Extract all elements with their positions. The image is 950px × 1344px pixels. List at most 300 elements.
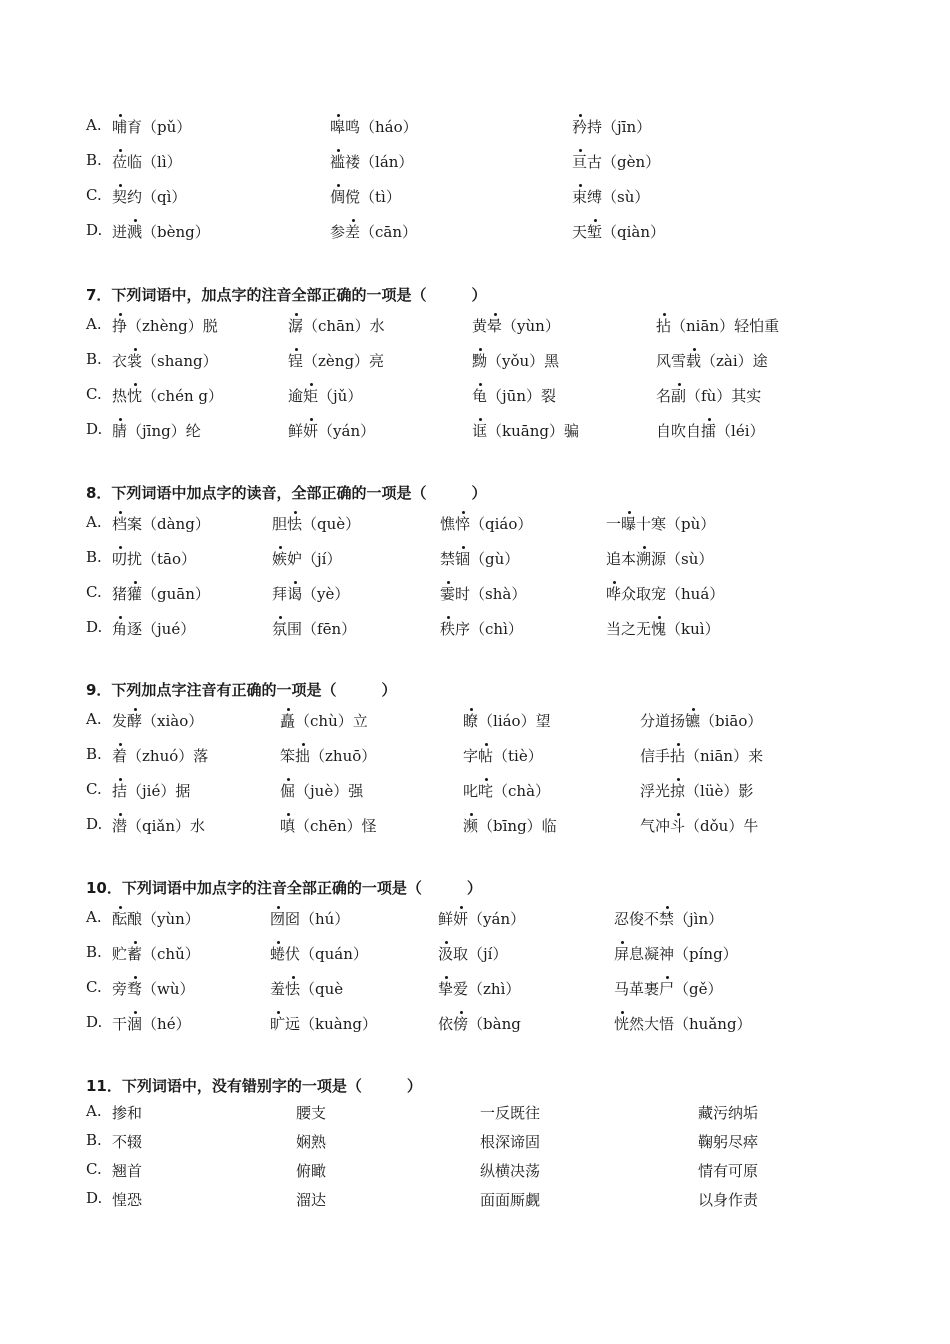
dotted-character: 屏 xyxy=(614,945,630,963)
option-term xyxy=(112,221,210,242)
term-suffix: （guān） xyxy=(142,585,210,603)
term-suffix: 时（shà） xyxy=(455,585,527,603)
term-suffix: 案（dàng） xyxy=(127,515,210,533)
option-term xyxy=(112,583,210,604)
option-label: D. xyxy=(86,420,103,438)
term-suffix: 藏污纳垢 xyxy=(698,1104,759,1122)
term-suffix: 妒（jí） xyxy=(287,550,342,568)
term-suffix: 育（pǔ） xyxy=(127,118,192,136)
option-term xyxy=(480,1131,540,1152)
option-term xyxy=(288,385,362,406)
option-row xyxy=(86,108,886,143)
term-prefix: 气冲 xyxy=(640,817,671,835)
dotted-character: 妍 xyxy=(303,422,319,440)
dotted-character: 锃 xyxy=(288,352,304,370)
term-suffix: （chǔ） xyxy=(142,945,200,963)
term-suffix: （zèng）亮 xyxy=(303,352,385,370)
dotted-character: 谒 xyxy=(287,585,303,603)
option-row xyxy=(86,505,886,540)
term-suffix: （yè） xyxy=(302,585,350,603)
dotted-character: 傍 xyxy=(453,1015,469,1033)
option-row xyxy=(86,377,886,412)
dotted-character: 差 xyxy=(345,223,361,241)
option-term xyxy=(438,1013,521,1034)
option-row xyxy=(86,935,886,970)
option-row xyxy=(86,1185,886,1214)
dotted-character: 矗 xyxy=(280,712,296,730)
dotted-character: 囫 xyxy=(270,910,286,928)
option-term xyxy=(463,710,551,731)
term-suffix: （léi） xyxy=(716,422,765,440)
option-label: C. xyxy=(86,385,102,403)
term-prefix: 依 xyxy=(438,1015,454,1033)
option-term xyxy=(112,1013,191,1034)
option-row xyxy=(86,1127,886,1156)
dotted-character: 愧 xyxy=(651,620,667,638)
term-suffix: 掺和 xyxy=(112,1104,143,1122)
option-term xyxy=(112,116,191,137)
option-term xyxy=(606,548,713,569)
option-row xyxy=(86,970,886,1005)
option-row xyxy=(86,772,886,807)
option-term xyxy=(606,618,720,639)
option-term xyxy=(296,1131,326,1152)
term-suffix: 扰（tāo） xyxy=(127,550,197,568)
term-suffix: （jié）据 xyxy=(127,782,191,800)
option-row xyxy=(86,1156,886,1185)
option-term xyxy=(614,978,723,999)
term-suffix: 鸣（háo） xyxy=(345,118,418,136)
option-term xyxy=(112,151,182,172)
option-term xyxy=(296,1189,326,1210)
term-suffix: （yán） xyxy=(468,910,526,928)
term-suffix: （niān）轻怕重 xyxy=(671,317,780,335)
term-suffix: （què xyxy=(300,980,344,998)
dotted-character: 尸 xyxy=(659,980,675,998)
option-row xyxy=(86,540,886,575)
question-block-3 xyxy=(86,678,886,842)
option-term xyxy=(270,978,343,999)
dotted-character: 瞭 xyxy=(463,712,479,730)
option-label: B. xyxy=(86,548,102,566)
option-term xyxy=(572,186,649,207)
option-term xyxy=(296,1102,326,1123)
term-prefix: 鲜 xyxy=(438,910,454,928)
option-term xyxy=(472,350,559,371)
term-suffix: 俯瞰 xyxy=(296,1162,327,1180)
term-suffix: （kuāng）骗 xyxy=(487,422,579,440)
term-suffix: 褛（lán） xyxy=(345,153,414,171)
term-suffix: （gù） xyxy=(470,550,520,568)
option-row xyxy=(86,1005,886,1040)
term-prefix: 参 xyxy=(330,223,346,241)
dotted-character: 霎 xyxy=(440,585,456,603)
term-prefix: 当之无 xyxy=(606,620,652,638)
dotted-character: 裳 xyxy=(127,352,143,370)
dotted-character: 镳 xyxy=(685,712,701,730)
term-prefix: 字 xyxy=(463,747,479,765)
term-prefix: 猪 xyxy=(112,585,128,603)
dotted-character: 契 xyxy=(112,188,128,206)
option-term xyxy=(112,943,200,964)
term-suffix: 翘首 xyxy=(112,1162,143,1180)
option-label: C. xyxy=(86,1160,102,1178)
term-suffix: （yùn） xyxy=(502,317,560,335)
option-term xyxy=(572,221,665,242)
option-term xyxy=(614,1013,752,1034)
term-suffix: 一反既往 xyxy=(480,1104,541,1122)
term-suffix: （fù）其实 xyxy=(686,387,762,405)
option-term xyxy=(330,186,401,207)
dotted-character: 倜 xyxy=(330,188,346,206)
term-suffix: （bīng）临 xyxy=(478,817,557,835)
option-term xyxy=(296,1160,326,1181)
term-prefix: 迸 xyxy=(112,223,128,241)
term-suffix: 纵横决荡 xyxy=(480,1162,541,1180)
option-label: C. xyxy=(86,978,102,996)
dotted-character: 角 xyxy=(112,620,128,638)
option-label: B. xyxy=(86,151,102,169)
option-term xyxy=(572,151,660,172)
dotted-character: 龟 xyxy=(472,387,488,405)
option-term xyxy=(656,385,761,406)
term-suffix: 息凝神（píng） xyxy=(629,945,738,963)
option-term xyxy=(280,710,368,731)
term-suffix: 溜达 xyxy=(296,1191,327,1209)
option-term xyxy=(640,815,758,836)
option-term xyxy=(472,385,556,406)
option-term xyxy=(698,1189,758,1210)
option-term xyxy=(288,350,384,371)
option-label: D. xyxy=(86,1189,103,1207)
term-prefix: 逾 xyxy=(288,387,304,405)
term-suffix: （yǒu）黑 xyxy=(487,352,560,370)
dotted-character: 拮 xyxy=(112,782,128,800)
question-block-5 xyxy=(86,1074,886,1214)
dotted-character: 悴 xyxy=(455,515,471,533)
term-prefix: 忍俊不 xyxy=(614,910,660,928)
term-suffix: 众取宠（huá） xyxy=(621,585,725,603)
term-suffix: （tiè） xyxy=(493,747,543,765)
term-suffix: （jìn） xyxy=(674,910,724,928)
dotted-character: 酵 xyxy=(127,712,143,730)
term-prefix: 叱 xyxy=(463,782,479,800)
option-term xyxy=(572,116,651,137)
term-suffix: 古（gèn） xyxy=(587,153,661,171)
term-prefix: 风雪 xyxy=(656,352,687,370)
term-suffix: （dǒu）牛 xyxy=(685,817,759,835)
dotted-character: 蓄 xyxy=(127,945,143,963)
option-row xyxy=(86,412,886,447)
dotted-character: 掠 xyxy=(670,782,686,800)
option-label: B. xyxy=(86,350,102,368)
option-label: B. xyxy=(86,1131,102,1149)
dotted-character: 嗥 xyxy=(330,118,346,136)
term-suffix: （qiàn） xyxy=(602,223,666,241)
dotted-character: 汲 xyxy=(438,945,454,963)
term-suffix: （zhuó）落 xyxy=(127,747,209,765)
option-label: C. xyxy=(86,186,102,204)
option-label: D. xyxy=(86,221,103,239)
term-suffix: （jīng）纶 xyxy=(127,422,201,440)
term-suffix: （cān） xyxy=(360,223,418,241)
option-term xyxy=(614,908,723,929)
option-term xyxy=(112,618,195,639)
term-suffix: 不辍 xyxy=(112,1133,143,1151)
option-term xyxy=(272,548,341,569)
option-term xyxy=(656,350,768,371)
term-suffix: 序（chì） xyxy=(455,620,523,638)
term-suffix: 面面厮觑 xyxy=(480,1191,541,1209)
option-term xyxy=(698,1102,758,1123)
dotted-character: 獾 xyxy=(127,585,143,603)
option-term xyxy=(280,815,377,836)
option-term xyxy=(440,618,523,639)
option-term xyxy=(270,908,349,929)
term-prefix: 追本 xyxy=(606,550,637,568)
term-suffix: （biāo） xyxy=(700,712,763,730)
option-label: C. xyxy=(86,583,102,601)
dotted-character: 锢 xyxy=(455,550,471,568)
dotted-character: 忱 xyxy=(127,387,143,405)
option-row xyxy=(86,610,886,645)
term-suffix: 爱（zhì） xyxy=(453,980,521,998)
dotted-character: 束 xyxy=(572,188,588,206)
term-suffix: （xiào） xyxy=(142,712,204,730)
dotted-character: 着 xyxy=(112,747,128,765)
dotted-character: 恍 xyxy=(614,1015,630,1033)
term-prefix: 浮光 xyxy=(640,782,671,800)
term-suffix: 缚（sù） xyxy=(587,188,650,206)
term-prefix: 旁 xyxy=(112,980,128,998)
option-term xyxy=(330,221,417,242)
dotted-character: 酝 xyxy=(112,910,128,928)
term-suffix: 围（fēn） xyxy=(287,620,357,638)
dotted-character: 堑 xyxy=(587,223,603,241)
dotted-character: 叨 xyxy=(112,550,128,568)
option-term xyxy=(472,420,579,441)
option-term xyxy=(656,420,765,441)
term-prefix: 衣 xyxy=(112,352,128,370)
option-label: C. xyxy=(86,780,102,798)
term-suffix: 源（sù） xyxy=(651,550,714,568)
option-term xyxy=(112,420,201,441)
term-suffix: （juè）强 xyxy=(295,782,364,800)
option-term xyxy=(438,943,507,964)
term-suffix: （jūn）裂 xyxy=(487,387,556,405)
question-block-2 xyxy=(86,481,886,645)
option-label: D. xyxy=(86,815,103,833)
term-prefix: 干 xyxy=(112,1015,128,1033)
option-row xyxy=(86,307,886,342)
term-suffix: （zhèng）脱 xyxy=(127,317,218,335)
option-label: D. xyxy=(86,618,103,636)
dotted-character: 哺 xyxy=(112,118,128,136)
option-term xyxy=(472,315,560,336)
option-term xyxy=(606,513,715,534)
option-row xyxy=(86,143,886,178)
term-suffix: 酿（yùn） xyxy=(127,910,200,928)
term-suffix: 持（jīn） xyxy=(587,118,652,136)
option-term xyxy=(112,1102,142,1123)
term-suffix: 远（kuàng） xyxy=(285,1015,377,1033)
option-row xyxy=(86,807,886,842)
term-suffix: 然大悟（huǎng） xyxy=(629,1015,752,1033)
option-term xyxy=(112,186,186,207)
option-term xyxy=(698,1131,758,1152)
dotted-character: 溅 xyxy=(127,223,143,241)
option-term xyxy=(112,385,223,406)
option-term xyxy=(112,350,218,371)
question-block-4 xyxy=(86,876,886,1040)
term-prefix: 分道扬 xyxy=(640,712,686,730)
option-row xyxy=(86,900,886,935)
dotted-character: 副 xyxy=(671,387,687,405)
option-row xyxy=(86,702,886,737)
option-term xyxy=(288,315,385,336)
term-prefix: 黄 xyxy=(472,317,488,335)
term-suffix: 情有可原 xyxy=(698,1162,759,1180)
option-term xyxy=(480,1189,540,1210)
dotted-character: 晕 xyxy=(487,317,503,335)
term-prefix: 憔 xyxy=(440,515,456,533)
dotted-character: 怯 xyxy=(285,980,301,998)
dotted-character: 矩 xyxy=(303,387,319,405)
option-label: D. xyxy=(86,1013,103,1031)
option-row xyxy=(86,737,886,772)
term-suffix: （yán） xyxy=(318,422,376,440)
option-term xyxy=(112,548,196,569)
term-suffix: 逐（jué） xyxy=(127,620,196,638)
term-prefix: 热 xyxy=(112,387,128,405)
option-term xyxy=(606,583,724,604)
option-term xyxy=(698,1160,758,1181)
option-term xyxy=(112,815,205,836)
dotted-character: 禁 xyxy=(659,910,675,928)
dotted-character: 拈 xyxy=(670,747,686,765)
dotted-character: 档 xyxy=(112,515,128,533)
option-term xyxy=(438,978,520,999)
option-term xyxy=(463,745,543,766)
option-term xyxy=(440,513,532,534)
dotted-character: 骛 xyxy=(127,980,143,998)
dotted-character: 潜 xyxy=(112,817,128,835)
dotted-character: 潺 xyxy=(288,317,304,335)
option-term xyxy=(112,1160,142,1181)
option-row xyxy=(86,178,886,213)
term-suffix: 临（lì） xyxy=(127,153,182,171)
dotted-character: 载 xyxy=(686,352,702,370)
dotted-character: 旷 xyxy=(270,1015,286,1033)
dotted-character: 涸 xyxy=(127,1015,143,1033)
term-suffix: （chà） xyxy=(493,782,551,800)
dotted-character: 溯 xyxy=(636,550,652,568)
option-term xyxy=(640,780,753,801)
dotted-character: 拈 xyxy=(656,317,672,335)
dotted-character: 秩 xyxy=(440,620,456,638)
option-label: A. xyxy=(86,1102,102,1120)
option-row xyxy=(86,575,886,610)
question-block-1 xyxy=(86,283,886,447)
option-term xyxy=(463,780,550,801)
term-suffix: （zhuō） xyxy=(310,747,377,765)
term-suffix: （chù）立 xyxy=(295,712,368,730)
option-term xyxy=(614,943,738,964)
question-block-0 xyxy=(86,108,886,248)
option-label: A. xyxy=(86,710,102,728)
option-label: A. xyxy=(86,908,102,926)
term-suffix: 腰支 xyxy=(296,1104,327,1122)
option-term xyxy=(270,1013,377,1034)
term-suffix: （chēn）怪 xyxy=(295,817,377,835)
term-prefix: 天 xyxy=(572,223,588,241)
option-term xyxy=(330,151,413,172)
dotted-character: 倔 xyxy=(280,782,296,800)
dotted-character: 拙 xyxy=(295,747,311,765)
option-term xyxy=(112,315,218,336)
term-prefix: 胆 xyxy=(272,515,288,533)
question-title: 9．下列加点字注音有正确的一项是（ ） xyxy=(86,681,397,699)
term-suffix: 约（qì） xyxy=(127,188,187,206)
term-suffix: （jǔ） xyxy=(318,387,363,405)
option-row xyxy=(86,213,886,248)
question-title: 11．下列词语中，没有错别字的一项是（ ） xyxy=(86,1077,422,1095)
option-label: B. xyxy=(86,943,102,961)
term-suffix: 以身作责 xyxy=(698,1191,759,1209)
term-suffix: （qiǎn）水 xyxy=(127,817,206,835)
dotted-character: 濒 xyxy=(463,817,479,835)
term-suffix: （gě） xyxy=(674,980,723,998)
dotted-character: 黝 xyxy=(472,352,488,370)
term-suffix: （chén g） xyxy=(142,387,224,405)
term-suffix: （liáo）望 xyxy=(478,712,551,730)
term-suffix: （chān）水 xyxy=(303,317,385,335)
dotted-character: 褴 xyxy=(330,153,346,171)
term-suffix: （bèng） xyxy=(142,223,210,241)
dotted-character: 蜷 xyxy=(270,945,286,963)
dotted-character: 挣 xyxy=(112,317,128,335)
term-prefix: 禁 xyxy=(440,550,456,568)
option-row xyxy=(86,1098,886,1127)
option-label: A. xyxy=(86,315,102,333)
dotted-character: 曝 xyxy=(621,515,637,533)
option-term xyxy=(438,908,525,929)
dotted-character: 矜 xyxy=(572,118,588,136)
term-suffix: 傥（tì） xyxy=(345,188,401,206)
option-term xyxy=(112,908,200,929)
term-prefix: 一 xyxy=(606,515,622,533)
option-label: A. xyxy=(86,116,102,134)
term-suffix: 惶恐 xyxy=(112,1191,143,1209)
term-suffix: （niān）来 xyxy=(685,747,764,765)
option-term xyxy=(640,710,762,731)
dotted-character: 哗 xyxy=(606,585,622,603)
option-term xyxy=(272,618,356,639)
term-prefix: 贮 xyxy=(112,945,128,963)
dotted-character: 亘 xyxy=(572,153,588,171)
question-title: 7．下列词语中，加点字的注音全部正确的一项是（ ） xyxy=(86,286,487,304)
dotted-character: 咤 xyxy=(478,782,494,800)
term-prefix: 羞 xyxy=(270,980,286,998)
option-term xyxy=(480,1160,540,1181)
term-suffix: （hé） xyxy=(142,1015,191,1033)
dotted-character: 帖 xyxy=(478,747,494,765)
term-prefix: 信手 xyxy=(640,747,671,765)
term-suffix: （què） xyxy=(302,515,361,533)
option-term xyxy=(112,513,210,534)
option-term xyxy=(112,978,195,999)
option-term xyxy=(440,548,519,569)
